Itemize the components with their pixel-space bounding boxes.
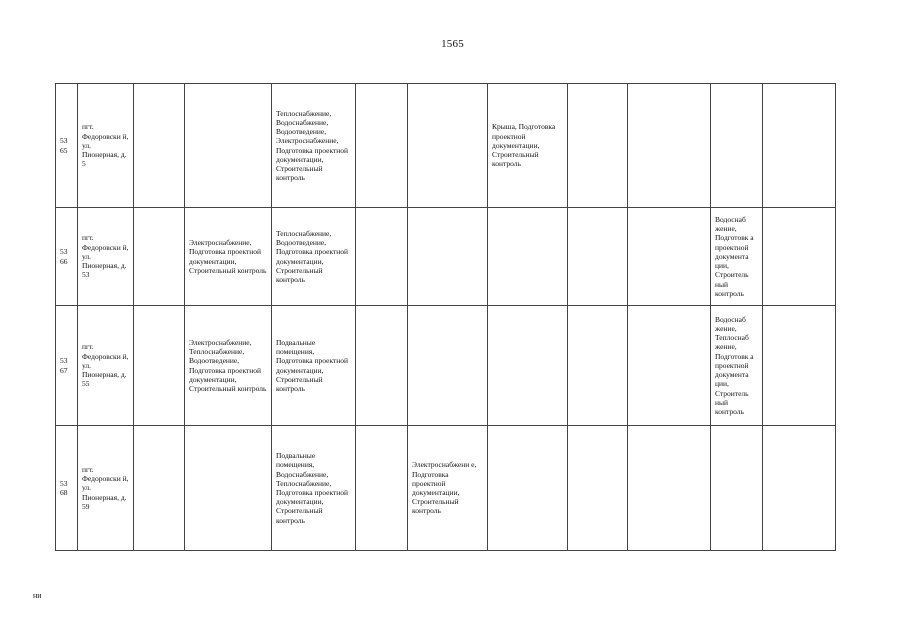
work-list-cell: Водоснаб жение, Подготовк а проектной документа ции, Строитель ный контроль [711,208,763,306]
address-cell: пгт. Федоровски й, ул. Пионерная, д. 59 [78,426,134,551]
work-list-cell: Теплоснабжение, Водоснабжение, Водоотведение, Электроснабжение, Подготовка проектной документации, Строительный контроль [272,84,356,208]
work-list-cell: Водоснаб жение, Теплоснаб жение, Подготовк а проектной документа ции, Строитель ный контроль [711,306,763,426]
table-cell [568,84,628,208]
table-row [56,426,836,551]
address-cell: пгт. Федоровски й, ул. Пионерная, д. 55 [78,306,134,426]
table-cell [628,208,711,306]
table-cell [408,84,488,208]
table-cell [763,84,836,208]
row-number: 53 66 [56,208,78,306]
table-cell [408,306,488,426]
table-cell [134,426,185,551]
address-cell: пгт. Федоровски й, ул. Пионерная, д. 5 [78,84,134,208]
table-cell [134,84,185,208]
table-cell [763,306,836,426]
work-list-cell: Электроснабжени е, Подготовка проектной документации, Строительный контроль [408,426,488,551]
table-cell [763,208,836,306]
table-cell [628,84,711,208]
table-cell [134,306,185,426]
table-cell [711,84,763,208]
table-cell [711,426,763,551]
table-cell [568,306,628,426]
table-cell [356,84,408,208]
table-cell [185,426,272,551]
table-cell [488,426,568,551]
work-list-cell: Подвальные помещения, Водоснабжение, Теплоснабжение, Подготовка проектной документации, Строительный контроль [272,426,356,551]
table-cell [568,208,628,306]
table-row [56,306,836,426]
table-row [56,208,836,306]
table-cell [134,208,185,306]
table-cell [628,426,711,551]
row-number: 53 67 [56,306,78,426]
table-cell [488,306,568,426]
work-list-cell: Электроснабжение, Подготовка проектной документации, Строительный контроль [185,208,272,306]
work-list-cell: Подвальные помещения, Подготовка проектной документации, Строительный контроль [272,306,356,426]
table-cell [185,84,272,208]
table-cell [408,208,488,306]
row-number: 53 68 [56,426,78,551]
table-cell [568,426,628,551]
table-cell [356,426,408,551]
table-cell [356,306,408,426]
table-cell [488,208,568,306]
work-list-cell: Крыша, Подготовка проектной документации, Строительный контроль [488,84,568,208]
table-row [56,84,836,208]
table-cell [356,208,408,306]
repair-schedule-table [55,83,836,551]
row-number: 53 65 [56,84,78,208]
footer-mark: ни [33,591,42,600]
page-number: 1565 [441,38,464,50]
table-cell [763,426,836,551]
work-list-cell: Теплоснабжение, Водоотведение, Подготовка проектной документации, Строительный контроль [272,208,356,306]
table-cell [628,306,711,426]
work-list-cell: Электроснабжение, Теплоснабжение, Водоотведение, Подготовка проектной документации, Строительный контроль [185,306,272,426]
address-cell: пгт. Федоровски й, ул. Пионерная, д. 53 [78,208,134,306]
